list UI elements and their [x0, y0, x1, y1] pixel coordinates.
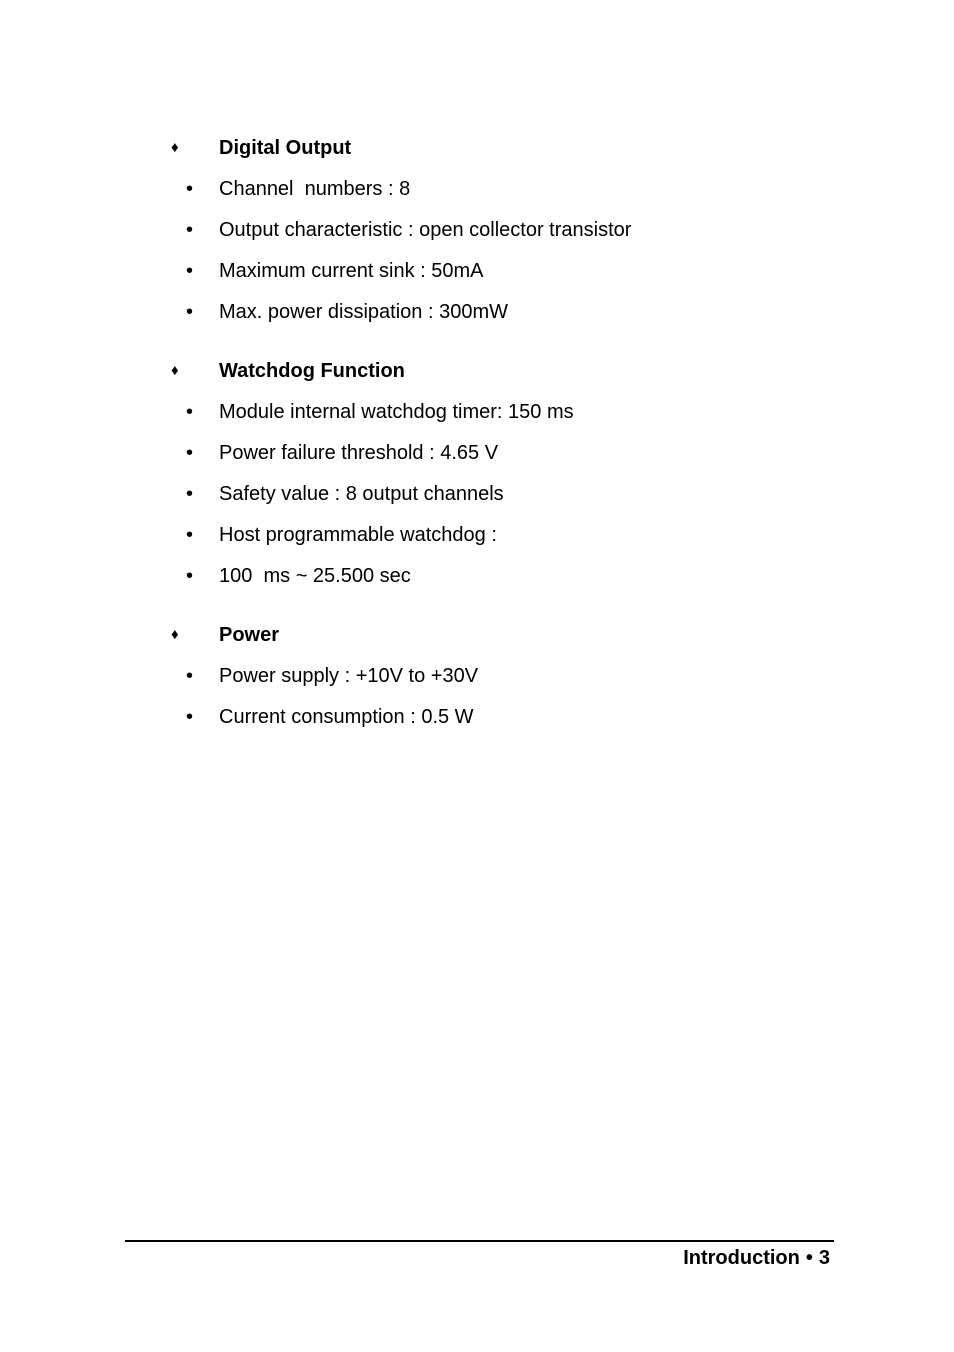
- list-item: [0, 218, 954, 242]
- section-heading-row: [0, 359, 954, 383]
- section-heading: Power: [219, 624, 280, 646]
- list-item-text: Maximum current sink : 50mA: [219, 260, 484, 282]
- list-item-text: Module internal watchdog timer: 150 ms: [219, 401, 574, 423]
- diamond-bullet-icon: ♦: [171, 139, 179, 156]
- section-heading: Digital Output: [219, 137, 352, 159]
- bullet-icon: •: [186, 442, 194, 464]
- bullet-icon: •: [186, 706, 194, 728]
- list-item-text: Power failure threshold : 4.65 V: [219, 442, 499, 464]
- diamond-bullet-icon: ♦: [171, 362, 179, 379]
- list-item-text: Max. power dissipation : 300mW: [219, 301, 509, 323]
- list-item: [0, 664, 954, 688]
- list-item-text: Current consumption : 0.5 W: [219, 706, 474, 728]
- list-item-text: Safety value : 8 output channels: [219, 483, 504, 505]
- bullet-icon: •: [186, 301, 194, 323]
- footer-section-name: Introduction: [683, 1247, 800, 1269]
- list-item: [0, 705, 954, 729]
- page-footer: [683, 1245, 830, 1271]
- list-item: [0, 400, 954, 424]
- list-item-text: Output characteristic : open collector transistor: [219, 219, 632, 241]
- section-heading-row: [0, 623, 954, 647]
- list-item: [0, 177, 954, 201]
- bullet-icon: •: [186, 178, 194, 200]
- bullet-icon: •: [186, 665, 194, 687]
- bullet-icon: •: [186, 219, 194, 241]
- bullet-icon: •: [186, 524, 194, 546]
- list-item-text: 100 ms ~ 25.500 sec: [219, 565, 411, 587]
- list-item: [0, 482, 954, 506]
- page-number: 3: [818, 1247, 830, 1269]
- list-item: [0, 441, 954, 465]
- bullet-icon: •: [186, 401, 194, 423]
- section-heading: Watchdog Function: [219, 360, 405, 382]
- list-item-text: Channel numbers : 8: [219, 178, 411, 200]
- list-item: [0, 523, 954, 547]
- bullet-icon: •: [186, 483, 194, 505]
- section-heading-row: [0, 136, 954, 160]
- footer-separator-icon: •: [805, 1247, 813, 1269]
- list-item-text: Power supply : +10V to +30V: [219, 665, 479, 687]
- list-item-text: Host programmable watchdog :: [219, 524, 497, 546]
- bullet-icon: •: [186, 260, 194, 282]
- diamond-bullet-icon: ♦: [171, 626, 179, 643]
- list-item: [0, 259, 954, 283]
- footer-divider: [125, 1240, 834, 1242]
- list-item: [0, 300, 954, 324]
- list-item: [0, 564, 954, 588]
- bullet-icon: •: [186, 565, 194, 587]
